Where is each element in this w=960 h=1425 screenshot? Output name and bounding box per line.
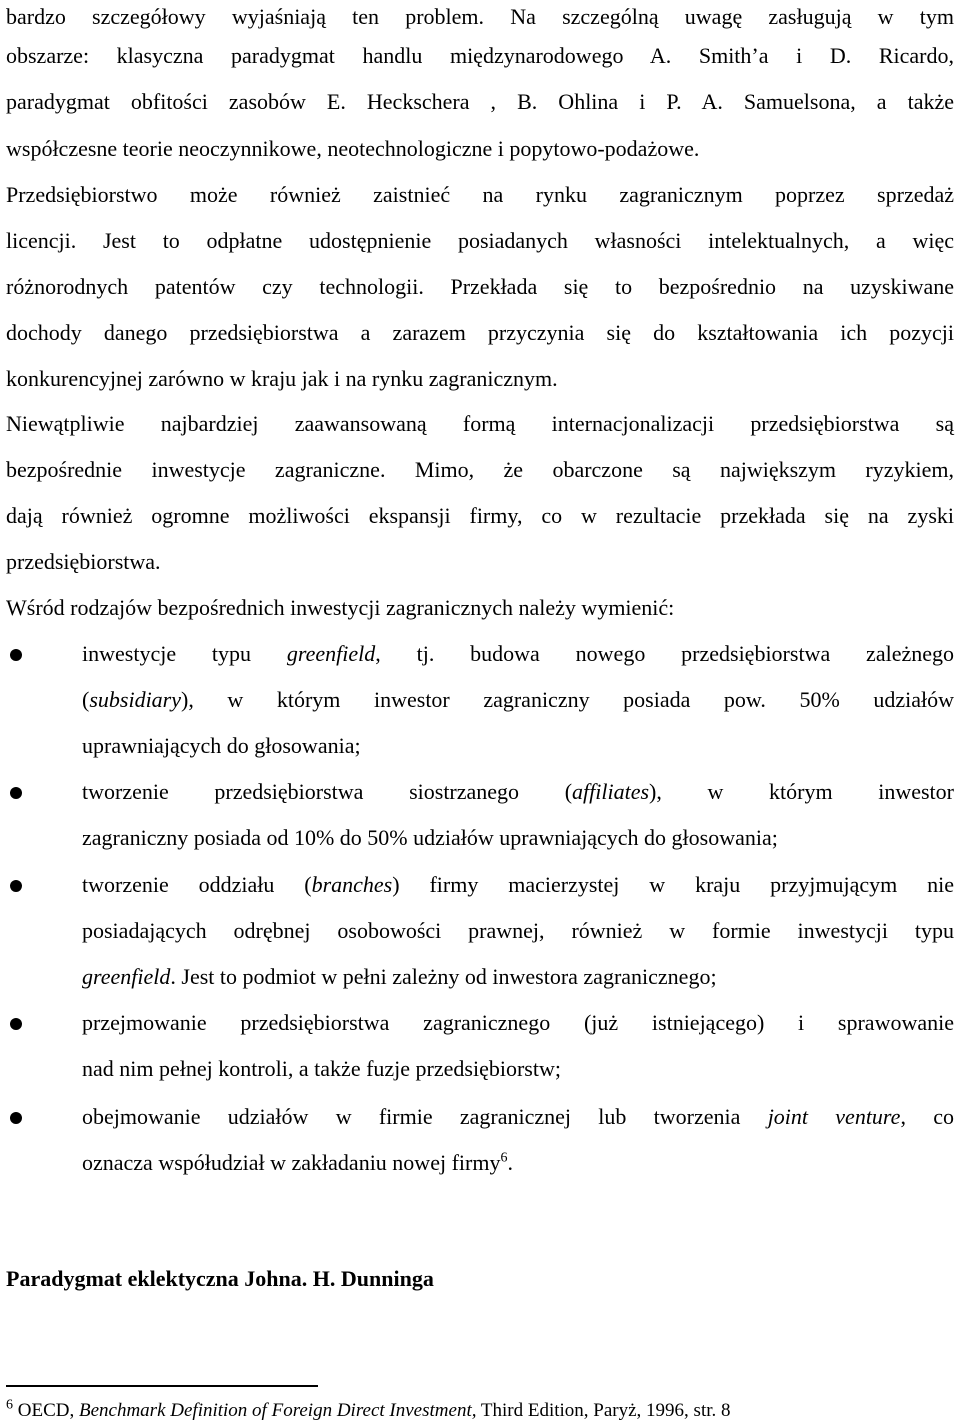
bullet-icon — [10, 1112, 22, 1124]
list-item-line: przejmowanie przedsiębiorstwa zagranicznego (już istniejącego) i sprawowanie — [82, 1010, 954, 1035]
list-item-line: greenfield. Jest to podmiot w pełni zależny od inwestora zagranicznego; — [82, 964, 717, 989]
text-line: obszarze: klasyczna paradygmat handlu międzynarodowego A. Smith’a i D. Ricardo, — [6, 43, 954, 68]
list-item-line: tworzenie oddziału (branches) firmy macierzystej w kraju przyjmującym nie — [82, 872, 954, 897]
bullet-icon — [10, 649, 22, 661]
text-line: różnorodnych patentów czy technologii. Przekłada się to bezpośrednio na uzyskiwane — [6, 274, 954, 299]
text-line: dochody danego przedsiębiorstwa a zarazem przyczynia się do kształtowania ich pozycji — [6, 320, 954, 345]
list-item-line: inwestycje typu greenfield, tj. budowa nowego przedsiębiorstwa zależnego — [82, 641, 954, 666]
list-item-line: posiadających odrębnej osobowości prawnej, również w formie inwestycji typu — [82, 918, 954, 943]
bullet-icon — [10, 1018, 22, 1030]
list-item-line: (subsidiary), w którym inwestor zagraniczny posiada pow. 50% udziałów — [82, 687, 954, 712]
list-item-line: nad nim pełnej kontroli, a także fuzje przedsiębiorstw; — [82, 1056, 561, 1081]
bullet-icon — [10, 787, 22, 799]
text-line: licencji. Jest to odpłatne udostępnienie posiadanych własności intelektualnych, a więc — [6, 228, 954, 253]
list-item-line: tworzenie przedsiębiorstwa siostrzanego (affiliates), w którym inwestor — [82, 779, 954, 804]
text-line: konkurencyjnej zarówno w kraju jak i na rynku zagranicznym. — [6, 366, 558, 391]
list-item-line: obejmowanie udziałów w firmie zagranicznej lub tworzenia joint venture, co — [82, 1104, 954, 1129]
text-line: bardzo szczegółowy wyjaśniają ten problem. Na szczególną uwagę zasługują w tym — [6, 4, 954, 29]
text-line: bezpośrednie inwestycje zagraniczne. Mimo, że obarczone są największym ryzykiem, — [6, 457, 954, 482]
section-heading: Paradygmat eklektyczna Johna. H. Dunninga — [6, 1266, 434, 1291]
list-intro: Wśród rodzajów bezpośrednich inwestycji zagranicznych należy wymienić: — [6, 595, 675, 620]
text-line: Niewątpliwie najbardziej zaawansowaną formą internacjonalizacji przedsiębiorstwa są — [6, 411, 954, 436]
text-line: współczesne teorie neoczynnikowe, neotechnologiczne i popytowo-podażowe. — [6, 136, 700, 161]
list-item-line: zagraniczny posiada od 10% do 50% udziałów uprawniających do głosowania; — [82, 825, 778, 850]
footnote-divider — [6, 1385, 318, 1387]
text-line: przedsiębiorstwa. — [6, 549, 161, 574]
text-line: Przedsiębiorstwo może również zaistnieć na rynku zagranicznym poprzez sprzedaż — [6, 182, 954, 207]
text-line: paradygmat obfitości zasobów E. Heckschera , B. Ohlina i P. A. Samuelsona, a także — [6, 89, 954, 114]
bullet-icon — [10, 880, 22, 892]
text-line: dają również ogromne możliwości ekspansji firmy, co w rezultacie przekłada się na zyski — [6, 503, 954, 528]
footnote-number: 6 — [6, 1397, 13, 1413]
footnote-ref[interactable]: 6 — [500, 1150, 508, 1166]
list-item-line: oznacza współudział w zakładaniu nowej firmy$^6$. — [82, 1150, 513, 1175]
list-item-line: uprawniających do głosowania; — [82, 733, 361, 758]
footnote: $^6$ OECD, Benchmark Definition of Foreign Direct Investment, Third Edition, Paryż, 1996, str. 8 — [6, 1397, 731, 1421]
